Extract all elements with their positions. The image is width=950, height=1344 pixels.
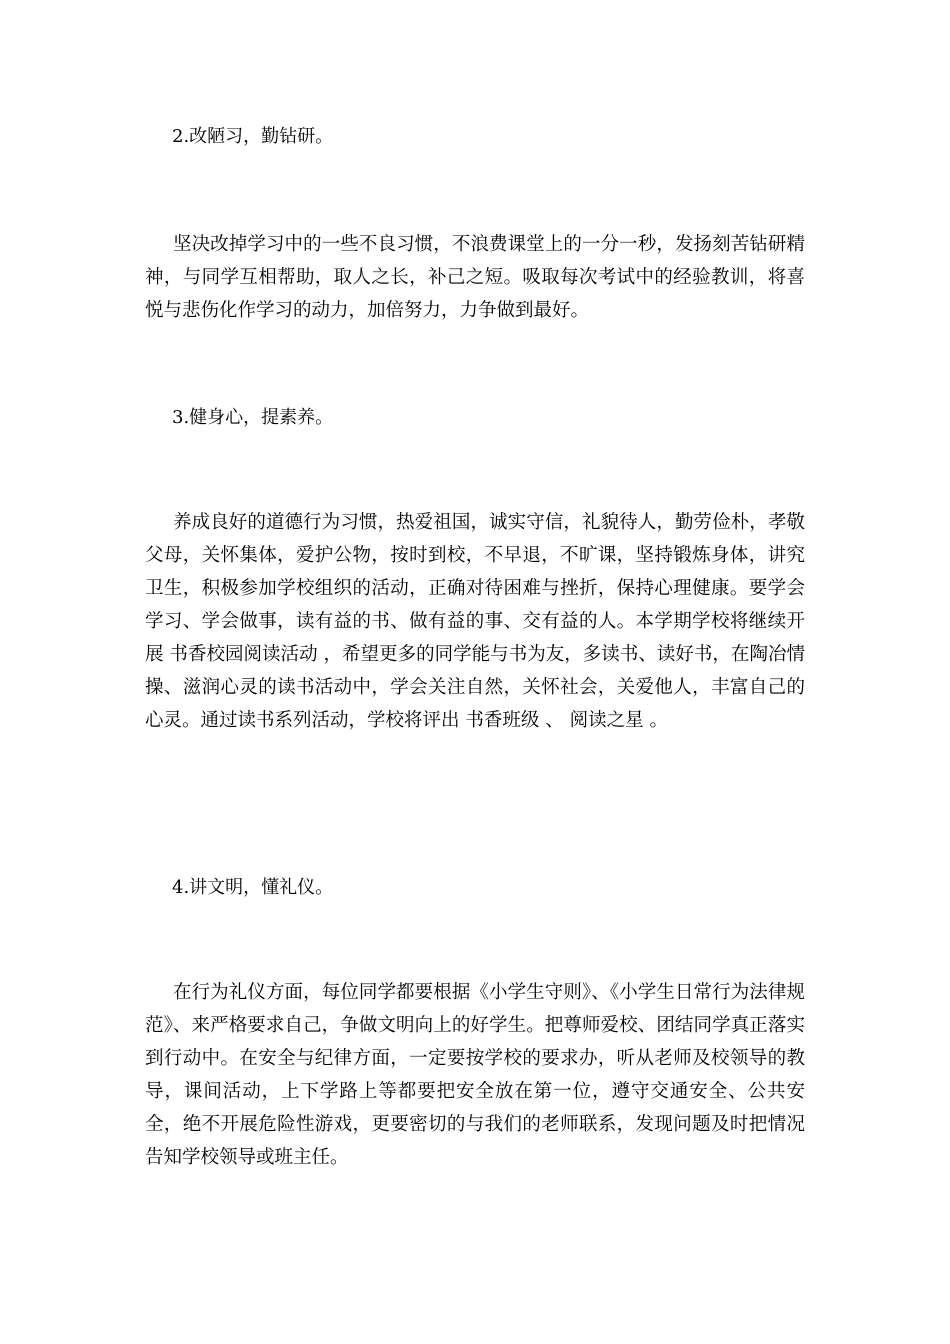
section-heading-3: 3.健身心，提素养。 <box>172 407 334 428</box>
section-heading-2: 2.改陋习，勤钻研。 <box>172 126 334 147</box>
section-paragraph-3: 养成良好的道德行为习惯，热爱祖国，诚实守信，礼貌待人，勤劳俭朴，孝敬父母，关怀集体，爱护公物，按时到校，不早退，不旷课，坚持锻炼身体，讲究卫生，积极参加学校组织的活动，正确对待困难与挫折，保持心理健康。要学会学习、学会做事，读有益的书、做有益的事、交有益的人。本学期学校将继续开展 书香校园阅读活动 ，希望更多的同学能与书为友，多读书、读好书，在陶冶情操、滋润心灵的读书活动中，学会关注自然，关怀社会，关爱他人，丰富自己的心灵。通过读书系列活动，学校将评出 书香班级 、 阅读之星 。 <box>145 512 805 731</box>
section-paragraph-4: 在行为礼仪方面，每位同学都要根据《小学生守则》、《小学生日常行为法律规范》、来严格要求自己，争做文明向上的好学生。把尊师爱校、团结同学真正落实到行动中。在安全与纪律方面，一定要按学校的要求办，听从老师及校领导的教导，课间活动，上下学路上等都要把安全放在第一位，遵守交通安全、公共安全，绝不开展危险性游戏，更要密切的与我们的老师联系，发现问题及时把情况告知学校领导或班主任。 <box>145 982 805 1168</box>
section-heading-4: 4.讲文明，懂礼仪。 <box>172 877 334 898</box>
section-paragraph-2: 坚决改掉学习中的一些不良习惯，不浪费课堂上的一分一秒，发扬刻苦钻研精神，与同学互相帮助，取人之长，补己之短。吸取每次考试中的经验教训，将喜悦与悲伤化作学习的动力，加倍努力，力争做到最好。 <box>145 234 805 321</box>
